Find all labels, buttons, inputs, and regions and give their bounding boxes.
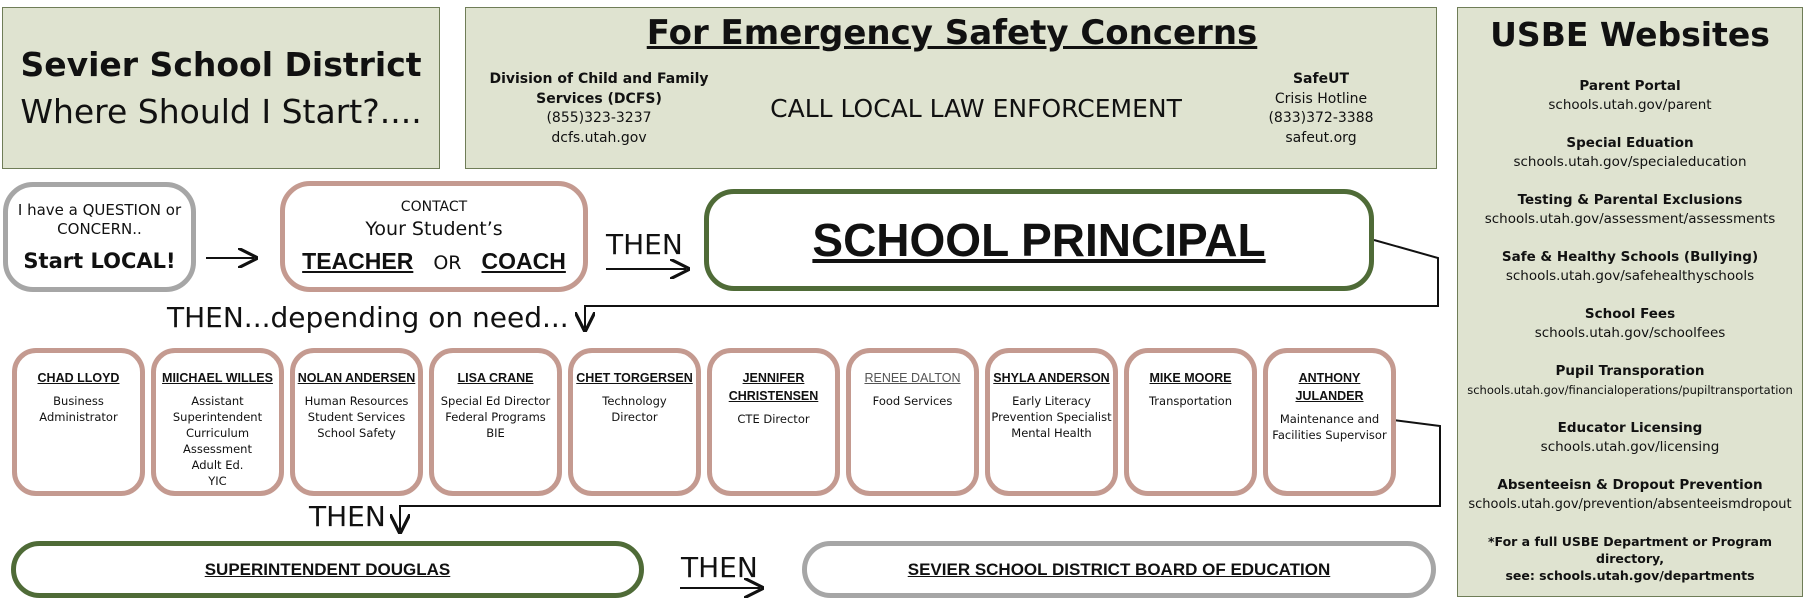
emergency-title: For Emergency Safety Concerns bbox=[646, 13, 1258, 53]
usbe-site bbox=[1458, 362, 1802, 400]
staff-role: Business Administrator bbox=[39, 394, 118, 424]
staff-name: CHAD LLOYD bbox=[37, 371, 120, 385]
then-label-2: THEN bbox=[309, 500, 386, 533]
staff-role: Assistant Superintendent Curriculum Assessment Adult Ed. YIC bbox=[172, 394, 263, 488]
staff-card bbox=[151, 348, 284, 496]
board-of-education-box bbox=[802, 541, 1436, 598]
start-local-box bbox=[3, 182, 196, 292]
usbe-site bbox=[1458, 134, 1802, 172]
dcfs-name-line1: Division of Child and Family bbox=[489, 71, 709, 87]
contact-options bbox=[302, 248, 566, 275]
district-title: Sevier School District bbox=[20, 45, 422, 84]
usbe-site-url[interactable]: schools.utah.gov/specialeducation bbox=[1513, 154, 1747, 170]
teacher-option: TEACHER bbox=[302, 248, 414, 274]
safeut-desc: Crisis Hotline bbox=[1274, 90, 1368, 107]
staff-role: Transportation bbox=[1148, 394, 1233, 408]
staff-role: Food Services bbox=[872, 394, 953, 408]
staff-role: Special Ed Director Federal Programs BIE bbox=[440, 394, 551, 440]
staff-name: SHYLA ANDERSON bbox=[993, 371, 1110, 385]
contact-subject: Your Student’s bbox=[365, 218, 503, 240]
school-principal-box bbox=[704, 189, 1374, 291]
emergency-panel bbox=[465, 7, 1437, 169]
staff-card bbox=[1124, 348, 1257, 496]
safeut-phone: (833)372-3388 bbox=[1268, 110, 1374, 126]
question-line1: I have a QUESTION or bbox=[17, 201, 182, 219]
question-line2: CONCERN.. bbox=[57, 220, 142, 238]
staff-card bbox=[568, 348, 701, 496]
dcfs-contact bbox=[486, 70, 712, 148]
superintendent-box bbox=[11, 541, 644, 598]
then-label-1: THEN bbox=[606, 228, 683, 261]
staff-card bbox=[707, 348, 840, 496]
usbe-site-label: Safe & Healthy Schools (Bullying) bbox=[1501, 249, 1759, 265]
coach-option: COACH bbox=[481, 248, 566, 274]
usbe-websites-panel bbox=[1457, 7, 1803, 597]
usbe-site-label: Parent Portal bbox=[1579, 78, 1681, 94]
staff-role: Early Literacy Prevention Specialist Mental Health bbox=[991, 394, 1112, 440]
staff-name: ANTHONY JULANDER bbox=[1295, 371, 1364, 403]
dcfs-name-line2: Services (DCFS) bbox=[536, 90, 662, 107]
staff-role: Technology Director bbox=[602, 394, 667, 424]
dcfs-phone: (855)323-3237 bbox=[546, 110, 652, 126]
then-depending-label: THEN...depending on need... bbox=[167, 301, 569, 334]
staff-card bbox=[429, 348, 562, 496]
usbe-site bbox=[1458, 248, 1802, 286]
usbe-site-url[interactable]: schools.utah.gov/financialoperations/pupiltransportation bbox=[1467, 383, 1793, 397]
usbe-footnote-line2: see: schools.utah.gov/departments bbox=[1505, 568, 1755, 583]
usbe-site-label: Educator Licensing bbox=[1557, 420, 1703, 436]
usbe-site bbox=[1458, 77, 1802, 115]
board-label: SEVIER SCHOOL DISTRICT BOARD OF EDUCATION bbox=[907, 559, 1331, 579]
usbe-site-url[interactable]: schools.utah.gov/prevention/absenteeismdropout bbox=[1468, 497, 1792, 512]
staff-name: MIICHAEL WILLES bbox=[162, 371, 273, 385]
usbe-site-url[interactable]: schools.utah.gov/assessment/assessments bbox=[1484, 211, 1776, 227]
safeut-contact bbox=[1226, 70, 1416, 148]
safeut-name: SafeUT bbox=[1292, 71, 1350, 87]
safeut-website[interactable]: safeut.org bbox=[1285, 129, 1357, 146]
usbe-footnote-line1: *For a full USBE Department or Program directory, bbox=[1488, 534, 1772, 566]
usbe-site bbox=[1458, 476, 1802, 514]
usbe-site-url[interactable]: schools.utah.gov/parent bbox=[1548, 97, 1712, 113]
dcfs-website[interactable]: dcfs.utah.gov bbox=[551, 129, 647, 146]
usbe-site-label: Special Eduation bbox=[1566, 135, 1694, 151]
staff-name: LISA CRANE bbox=[457, 371, 534, 385]
usbe-site bbox=[1458, 305, 1802, 343]
call-law-enforcement: CALL LOCAL LAW ENFORCEMENT bbox=[770, 94, 1182, 123]
start-local-label: Start LOCAL! bbox=[23, 249, 176, 273]
staff-name: RENEE DALTON bbox=[864, 371, 961, 385]
staff-name: MIKE MOORE bbox=[1149, 371, 1232, 385]
staff-card bbox=[290, 348, 423, 496]
staff-role: Maintenance and Facilities Supervisor bbox=[1272, 412, 1387, 442]
staff-name: NOLAN ANDERSEN bbox=[297, 371, 416, 385]
school-principal-label: SCHOOL PRINCIPAL bbox=[812, 214, 1266, 266]
usbe-title: USBE Websites bbox=[1490, 15, 1770, 54]
staff-role: Human Resources Student Services School Safety bbox=[304, 394, 409, 440]
staff-name: JENNIFER CHRISTENSEN bbox=[728, 371, 819, 403]
usbe-site-list bbox=[1458, 77, 1802, 514]
staff-card bbox=[846, 348, 979, 496]
superintendent-label: SUPERINTENDENT DOUGLAS bbox=[204, 559, 451, 579]
usbe-site-label: Testing & Parental Exclusions bbox=[1517, 192, 1743, 208]
staff-card bbox=[985, 348, 1118, 496]
usbe-footnote bbox=[1458, 533, 1802, 584]
usbe-site-url[interactable]: schools.utah.gov/schoolfees bbox=[1534, 325, 1726, 341]
contact-label: CONTACT bbox=[400, 199, 468, 215]
then-label-3: THEN bbox=[681, 551, 758, 584]
usbe-site-url[interactable]: schools.utah.gov/licensing bbox=[1540, 439, 1720, 455]
usbe-site bbox=[1458, 419, 1802, 457]
usbe-site-label: Pupil Transporation bbox=[1555, 363, 1705, 379]
staff-card bbox=[1263, 348, 1396, 496]
staff-card bbox=[12, 348, 145, 496]
usbe-site-label: Absenteeisn & Dropout Prevention bbox=[1497, 477, 1763, 493]
contact-teacher-coach-box bbox=[280, 181, 588, 292]
district-header-panel bbox=[2, 7, 440, 169]
or-label: OR bbox=[433, 252, 462, 274]
staff-role: CTE Director bbox=[737, 412, 810, 426]
staff-name: CHET TORGERSEN bbox=[576, 371, 693, 385]
district-subtitle: Where Should I Start?.... bbox=[20, 92, 422, 131]
usbe-site bbox=[1458, 191, 1802, 229]
usbe-site-url[interactable]: schools.utah.gov/safehealthyschools bbox=[1505, 268, 1755, 284]
usbe-site-label: School Fees bbox=[1584, 306, 1676, 322]
